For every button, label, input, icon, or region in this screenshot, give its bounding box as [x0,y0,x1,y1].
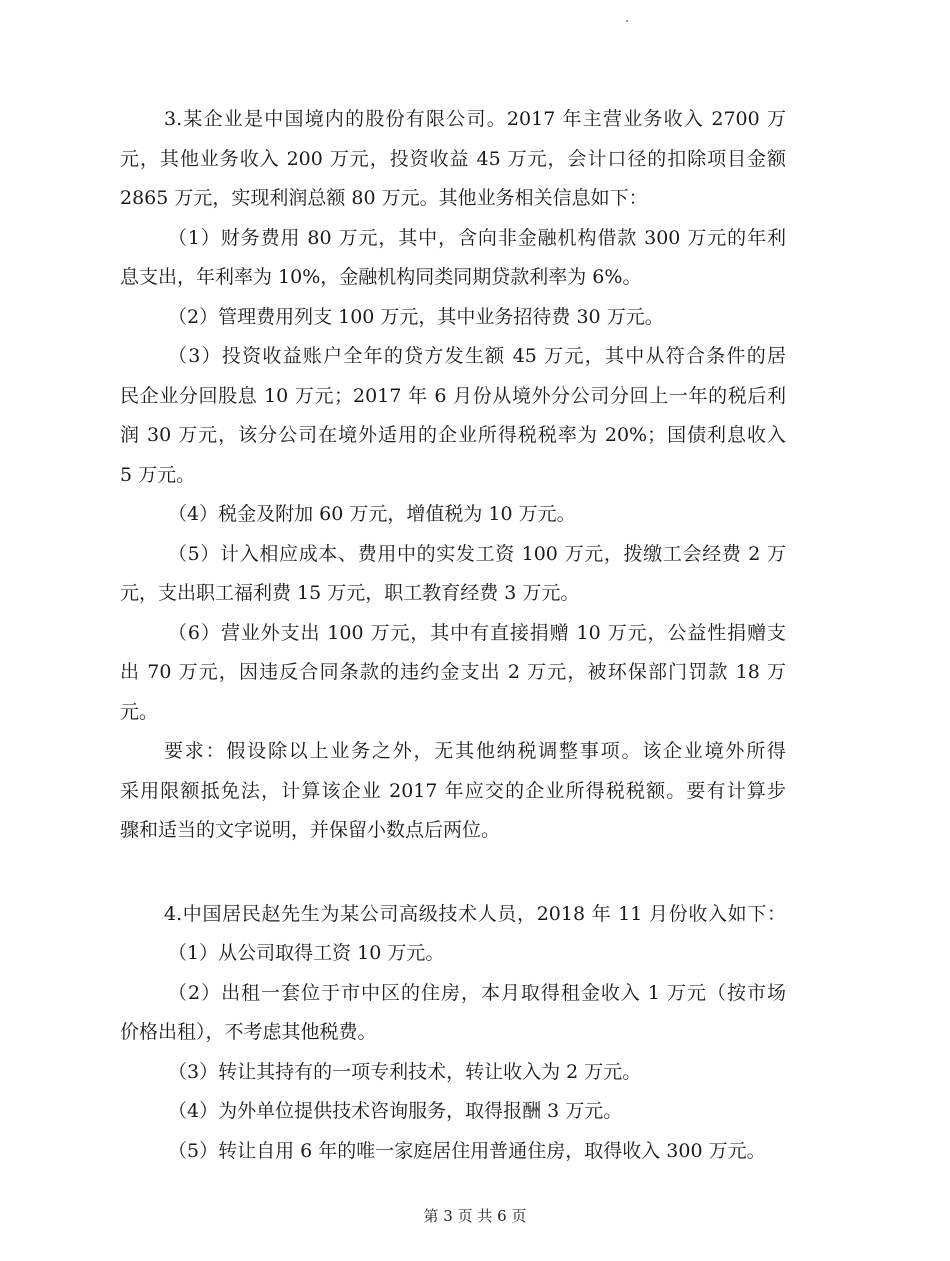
text-line: （1）从公司取得工资 10 万元。 [168,942,445,964]
text-line: （2）管理费用列支 100 万元，其中业务招待费 30 万元。 [168,305,664,328]
text-line: 5 万元。 [120,463,196,486]
text-line: （3）投资收益账户全年的贷方发生额 45 万元，其中从符合条件的居 [168,345,786,367]
text-line: （4）税金及附加 60 万元，增值税为 10 万元。 [168,503,576,525]
text-line: 息支出，年利率为 10%，金融机构同类同期贷款利率为 6%。 [120,266,642,288]
text-line: （6）营业外支出 100 万元，其中有直接捐赠 10 万元，公益性捐赠支 [168,621,786,644]
text-line: （5）计入相应成本、费用中的实发工资 100 万元，拨缴工会经费 2 万 [168,542,786,565]
text-line: （5）转让自用 6 年的唯一家庭居住用普通住房，取得收入 300 万元。 [168,1139,766,1162]
text-line: 元，支出职工福利费 15 万元，职工教育经费 3 万元。 [120,582,580,604]
text-line: 润 30 万元，该分公司在境外适用的企业所得税税率为 20%；国债利息收入 [120,424,786,446]
text-line: （1）财务费用 80 万元，其中，含向非金融机构借款 300 万元的年利 [168,226,786,249]
text-line: （4）为外单位提供技术咨询服务，取得报酬 3 万元。 [168,1100,623,1122]
text-line: 采用限额抵免法，计算该企业 2017 年应交的企业所得税税额。要有计算步 [120,779,786,802]
text-line: 元，其他业务收入 200 万元，投资收益 45 万元，会计口径的扣除项目金额 [120,147,786,170]
text-line: 4.中国居民赵先生为某公司高级技术人员，2018 年 11 月份收入如下： [164,902,786,925]
text-line: 要求：假设除以上业务之外，无其他纳税调整事项。该企业境外所得 [164,740,786,762]
text-line: （3）转让其持有的一项专利技术，转让收入为 2 万元。 [168,1060,642,1083]
page-content [120,100,786,1171]
section-gap [120,851,786,895]
text-line: 元。 [120,700,159,723]
question-4 [120,895,786,1172]
text-line: 出 70 万元，因违反合同条款的违约金支出 2 万元，被环保部门罚款 18 万 [120,661,786,683]
page-footer: 第 3 页 共 6 页 [423,1207,527,1225]
question-3 [120,100,786,851]
text-line: 3.某企业是中国境内的股份有限公司。2017 年主营业务收入 2700 万 [164,108,786,130]
scan-speck [626,20,628,22]
text-line: （2）出租一套位于市中区的住房，本月取得租金收入 1 万元（按市场 [168,981,786,1004]
text-line: 骤和适当的文字说明，并保留小数点后两位。 [120,819,501,841]
text-line: 2865 万元，实现利润总额 80 万元。其他业务相关信息如下： [120,187,648,209]
text-line: 价格出租），不考虑其他税费。 [120,1021,377,1043]
text-line: 民企业分回股息 10 万元；2017 年 6 月份从境外分公司分回上一年的税后利 [120,384,786,407]
